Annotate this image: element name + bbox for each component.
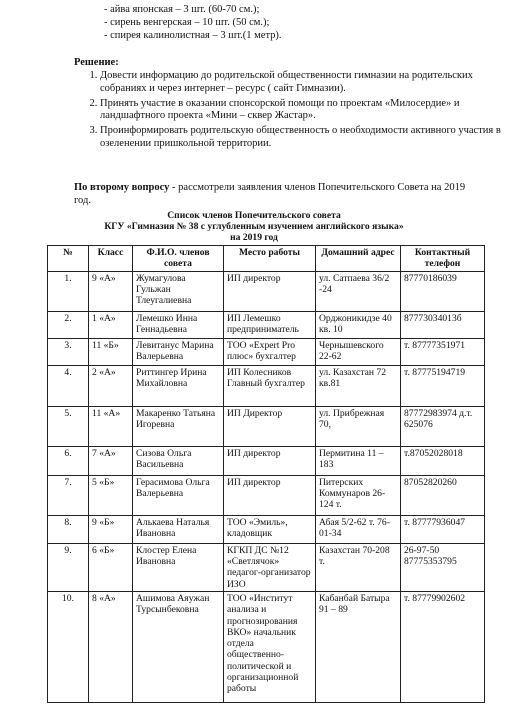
plant-list-item: - спирея калинолистная – 3 шт.(1 метр).	[104, 29, 282, 41]
row-address: ул. Казахстан 72 кв.81	[316, 365, 401, 406]
row-class: 7 «А»	[89, 446, 133, 475]
row-workplace: ИП директор	[224, 271, 316, 311]
decision-heading: Решение:	[74, 57, 119, 68]
row-workplace: ИП Директор	[224, 406, 316, 446]
row-phone: 26-97-50 87775353795	[401, 543, 485, 591]
row-class: 2 «А»	[89, 365, 133, 406]
table-row	[48, 338, 485, 365]
row-address: Абая 5/2-62 т. 76-01-34	[316, 515, 401, 543]
row-name: Ашимова Аяужан Турсынбековна	[133, 591, 224, 702]
table-row	[48, 591, 485, 702]
row-phone: 87772983974 д.т. 625076	[401, 406, 485, 446]
row-workplace: ТОО «Институт анализа и прогнозирования ВКО» начальник отдела общественно-политической и организационной работы	[224, 591, 316, 702]
row-name: Сизова Ольга Васильевна	[133, 446, 224, 475]
row-workplace: ИП директор	[224, 475, 316, 515]
row-workplace: ИП Лемешко предприниматель	[224, 311, 316, 338]
row-number: 10.	[48, 591, 89, 702]
row-number: 4.	[48, 365, 89, 406]
header-number: №	[48, 246, 89, 272]
table-row	[48, 475, 485, 515]
table-row	[48, 365, 485, 406]
row-class: 8 «А»	[89, 591, 133, 702]
row-address: Пермитина 11 – 183	[316, 446, 401, 475]
decision-item: 1. Довести информацию до родительской общественности гимназии на родительских собраниях и через интернет – ресурс ( сайт Гимназии).	[100, 70, 508, 96]
table-row	[48, 311, 485, 338]
row-name: Макаренко Татьяна Игоревна	[133, 406, 224, 446]
row-phone: т. 87777351971	[401, 338, 485, 365]
decision-item: 2. Принять участие в оказании спонсорской помощи по проектам «Милосердие» и ландшафтного проекта «Мини – сквер Жастар».	[100, 98, 508, 124]
row-name: Жумагулова Гульжан Тлеугалиевна	[133, 271, 224, 311]
row-address: Кабанбай Батыра 91 – 89	[316, 591, 401, 702]
second-question-label: По второму вопросу	[74, 182, 170, 193]
row-name: Клостер Елена Ивановна	[133, 543, 224, 591]
decision-list	[74, 70, 508, 153]
row-class: 9 «Б»	[89, 515, 133, 543]
row-class: 1 «А»	[89, 311, 133, 338]
table-row	[48, 446, 485, 475]
plant-list	[104, 4, 282, 42]
row-number: 3.	[48, 338, 89, 365]
row-name: Риттингер Ирина Михайловна	[133, 365, 224, 406]
row-number: 7.	[48, 475, 89, 515]
row-address: Питерских Коммунаров 26-124 т.	[316, 475, 401, 515]
row-phone: 87052820260	[401, 475, 485, 515]
row-name: Лемешко Инна Геннадьевна	[133, 311, 224, 338]
header-workplace: Место работы	[224, 246, 316, 272]
second-question-paragraph	[74, 182, 474, 208]
row-workplace: ТОО «Expert Pro плюс» бухгалтер	[224, 338, 316, 365]
decision-item: 3. Проинформировать родительскую общественность о необходимости активного участия в озеленении пришкольной территории.	[100, 125, 508, 151]
header-class: Класс	[89, 246, 133, 272]
header-name: Ф.И.О. членов совета	[133, 246, 224, 272]
row-phone: т. 87775194719	[401, 365, 485, 406]
row-class: 11 «Б»	[89, 338, 133, 365]
row-class: 9 «А»	[89, 271, 133, 311]
row-phone: т. 87779902602	[401, 591, 485, 702]
row-number: 1.	[48, 271, 89, 311]
row-phone: т.87052028018	[401, 446, 485, 475]
row-address: ул. Сатпаева 36/2 -24	[316, 271, 401, 311]
row-address: Чернышевского 22-62	[316, 338, 401, 365]
row-class: 6 «Б»	[89, 543, 133, 591]
row-phone: т. 87777936047	[401, 515, 485, 543]
plant-list-item: - сирень венгерская – 10 шт. (50 см.);	[104, 16, 270, 28]
table-header-row	[48, 246, 485, 272]
row-address: Казахстан 70-208 т.	[316, 543, 401, 591]
table-row	[48, 271, 485, 311]
members-list-title	[0, 210, 508, 243]
row-class: 11 «А»	[89, 406, 133, 446]
row-name: Герасимова Ольга Валерьевна	[133, 475, 224, 515]
list-title-line: КГУ «Гимназия № 38 с углубленным изучением английского языка»	[104, 221, 404, 233]
header-phone: Контактный телефон	[401, 246, 485, 272]
row-workplace: ТОО «Эмиль», кладовщик	[224, 515, 316, 543]
row-workplace: ИП директор	[224, 446, 316, 475]
row-workplace: КГКП ДС №12 «Светлячок» педагог-организатор ИЗО	[224, 543, 316, 591]
row-phone: 87773034013б	[401, 311, 485, 338]
row-number: 8.	[48, 515, 89, 543]
row-workplace: ИП Колесников Главный бухгалтер	[224, 365, 316, 406]
row-class: 5 «Б»	[89, 475, 133, 515]
row-name: Левитанус Марина Валерьевна	[133, 338, 224, 365]
second-question-text: - рассмотрели заявления членов Попечительского Совета на 2019 год.	[74, 182, 466, 206]
row-address: Орджоникидзе 40 кв. 10	[316, 311, 401, 338]
row-name: Алькаева Наталья Ивановна	[133, 515, 224, 543]
members-table	[47, 245, 485, 703]
row-number: 6.	[48, 446, 89, 475]
table-row	[48, 515, 485, 543]
header-address: Домашний адрес	[316, 246, 401, 272]
table-row	[48, 406, 485, 446]
list-title-line: Список членов Попечительского совета	[167, 210, 341, 221]
table-row	[48, 543, 485, 591]
list-title-line: на 2019 год	[230, 232, 278, 244]
plant-list-item: - айва японская – 3 шт. (60-70 см.);	[104, 4, 260, 15]
row-number: 5.	[48, 406, 89, 446]
row-number: 2.	[48, 311, 89, 338]
row-phone: 87770186039	[401, 271, 485, 311]
row-address: ул. Прибрежная 70,	[316, 406, 401, 446]
row-number: 9.	[48, 543, 89, 591]
